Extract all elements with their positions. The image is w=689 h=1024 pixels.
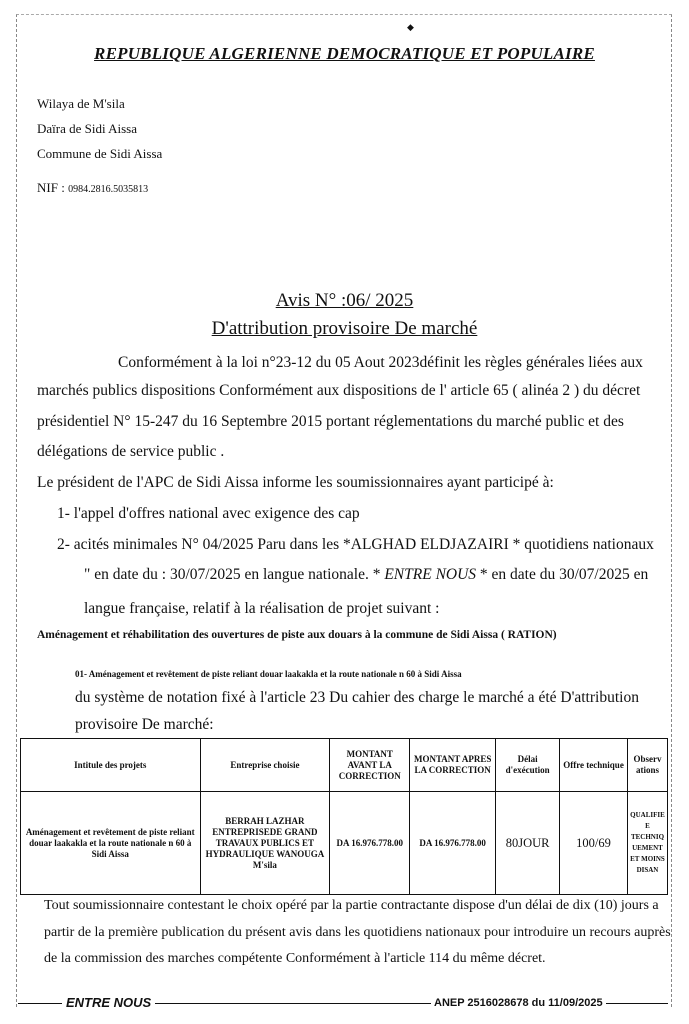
newspaper-name: ENTRE NOUS <box>384 566 477 583</box>
paragraph-1-line-3: présidentiel N° 15-247 du 16 Septembre 2015 portant réglementations du marché public et des <box>37 413 624 430</box>
col-project: Intitule des projets <box>21 739 201 792</box>
nif-line <box>37 180 148 196</box>
table-row <box>21 792 668 895</box>
list-item-1: 1- l'appel d'offres national avec exigence des cap <box>57 505 360 522</box>
paragraph-1-line-2: marchés publics dispositions Conformément aux dispositions de l' article 65 ( alinéa 2 ) du décret <box>37 382 641 399</box>
cell-observations: QUALIFIE E TECHNIQ UEMENT ET MOINS DISAN <box>627 792 667 895</box>
cell-amount-after: DA 16.976.778.00 <box>410 792 496 895</box>
closing-line-2: partir de la première publication du présent avis dans les quotidiens nationaux pour introduire un recours auprès <box>44 925 671 940</box>
paragraph-1-line-1: Conformément à la loi n°23-12 du 05 Aout 2023définit les règles générales liées aux <box>118 354 643 371</box>
paragraph-2: Le président de l'APC de Sidi Aissa informe les soumissionnaires ayant participé à: <box>37 474 554 491</box>
daira-line: Daïra de Sidi Aissa <box>37 121 138 136</box>
col-amount-before: MONTANT AVANT LA CORRECTION <box>330 739 410 792</box>
publication-date-national: " en date du : 30/07/2025 en langue nationale. * <box>84 566 381 583</box>
table-header-row <box>21 739 668 792</box>
footer-anep-ref: ANEP 2516028678 du 11/09/2025 <box>431 997 606 1009</box>
cell-amount-before: DA 16.976.778.00 <box>330 792 410 895</box>
cell-company: BERRAH LAZHAR ENTREPRISEDE GRAND TRAVAUX PUBLICS ET HYDRAULIQUE WANOUGA M'sila <box>200 792 330 895</box>
nif-label: NIF : <box>37 180 65 195</box>
republic-heading: REPUBLIQUE ALGERIENNE DEMOCRATIQUE ET POPULAIRE <box>94 44 595 63</box>
results-table <box>20 738 668 895</box>
col-amount-after: MONTANT APRES LA CORRECTION <box>410 739 496 792</box>
margin-mark: ◆ <box>407 22 414 32</box>
col-delay: Délai d'exécution <box>496 739 560 792</box>
col-company: Entreprise choisie <box>200 739 330 792</box>
col-offer: Offre technique <box>560 739 628 792</box>
paragraph-3-line-2: provisoire De marché: <box>75 716 214 733</box>
col-observations: Observ ations <box>627 739 667 792</box>
closing-line-1: Tout soumissionnaire contestant le choix opéré par la partie contractante dispose d'un délai de dix (10) jours a <box>44 898 659 913</box>
wilaya-line: Wilaya de M'sila <box>37 96 125 111</box>
cell-offer: 100/69 <box>560 792 628 895</box>
cell-project: Aménagement et revêtement de piste reliant douar laakakla et la route nationale n 60 à Sidi Aissa <box>21 792 201 895</box>
paragraph-1-line-4: délégations de service public . <box>37 443 225 460</box>
project-title: Aménagement et réhabilitation des ouvertures de piste aux douars à la commune de Sidi Aissa ( RATION) <box>37 629 557 641</box>
closing-line-3: de la commission des marches compétente Conformément à l'article 114 du même décret. <box>44 951 546 966</box>
footer-newspaper: ENTRE NOUS <box>62 995 155 1010</box>
publication-date-french: * en date du 30/07/2025 en <box>479 566 649 583</box>
list-item-2: 2- acités minimales N° 04/2025 Paru dans les *ALGHAD ELDJAZAIRI * quotidiens nationaux <box>57 536 654 553</box>
notice-title: Avis N° :06/ 2025 <box>275 290 414 311</box>
list-item-2-line-3: langue française, relatif à la réalisation de projet suivant : <box>84 600 440 617</box>
paragraph-3-line-1: du système de notation fixé à l'article 23 Du cahier des charge le marché a été D'attribution <box>75 689 639 706</box>
list-item-2-line-2 <box>84 566 648 584</box>
notice-subtitle: D'attribution provisoire De marché <box>211 318 478 339</box>
lot-title: 01- Aménagement et revêtement de piste reliant douar laakakla et la route nationale n 60 à Sidi Aissa <box>75 669 462 679</box>
cell-delay: 80JOUR <box>496 792 560 895</box>
commune-line: Commune de Sidi Aissa <box>37 146 163 161</box>
nif-value: 0984.2816.5035813 <box>68 184 149 195</box>
